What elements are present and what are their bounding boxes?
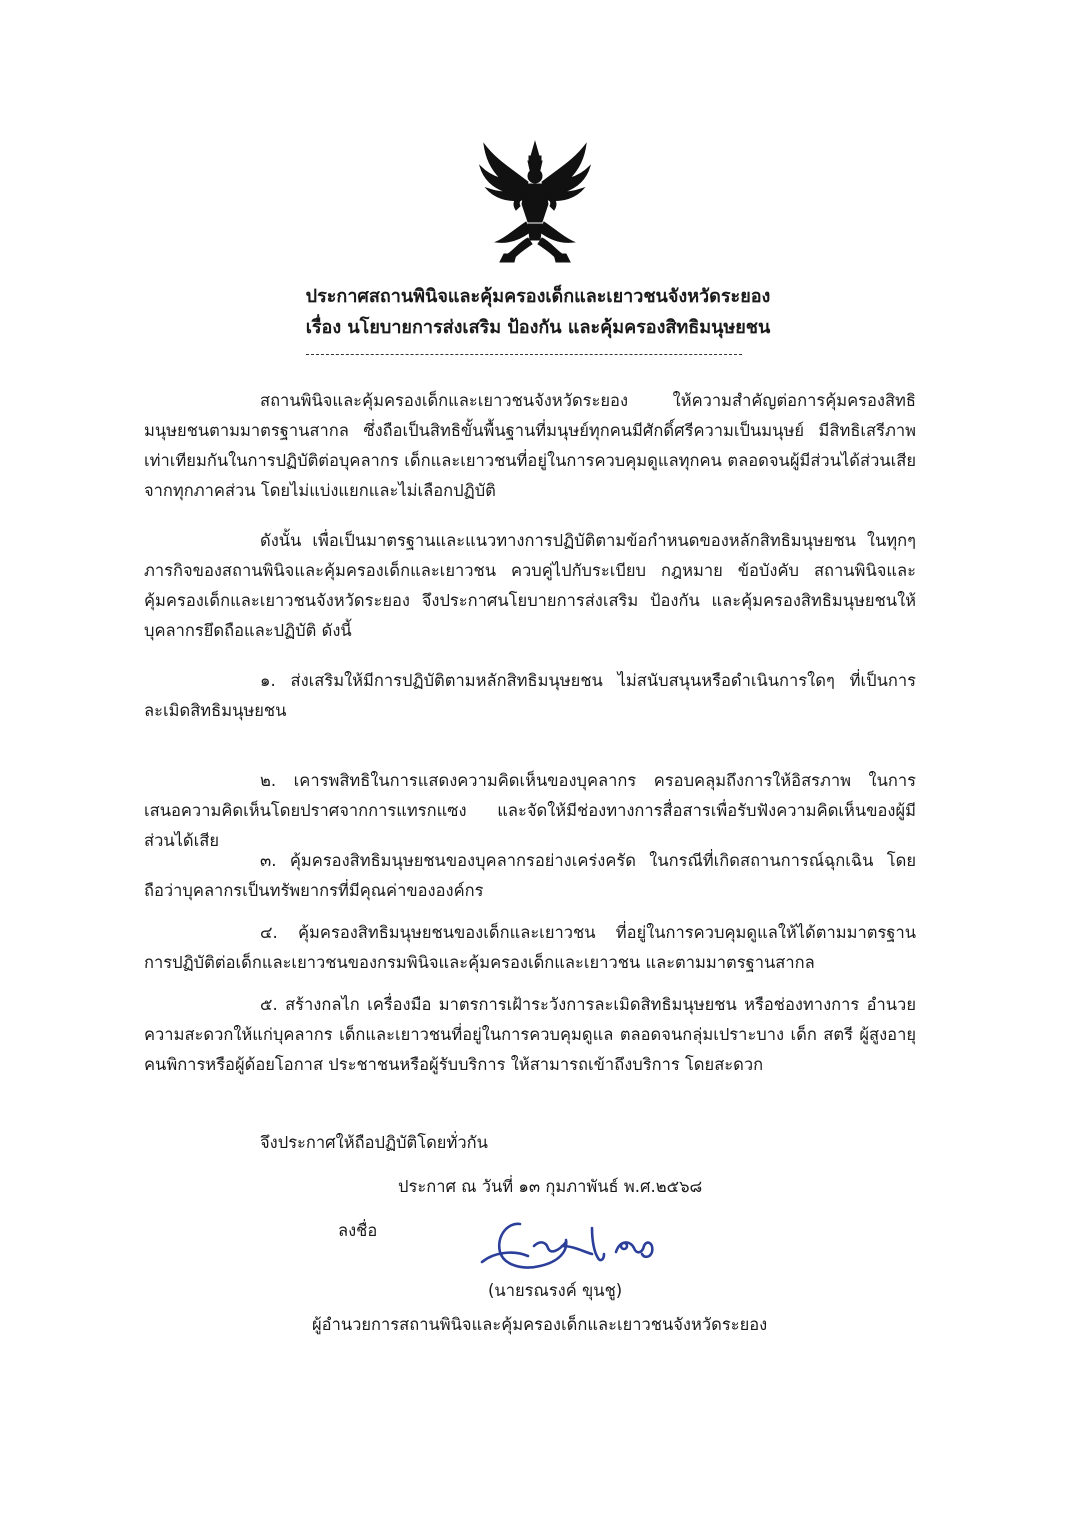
policy-item-4: ๔. คุ้มครองสิทธิมนุษยชนของเด็กและเยาวชน ที่อยู่ในการควบคุมดูแลให้ได้ตามมาตรฐาน การปฏิบัติต่อเด็กและเยาวชนของกรมพินิจและคุ้มครองเด็กและเยาวชน และตามมาตรฐานสากล bbox=[144, 923, 916, 972]
page-title: ประกาศสถานพินิจและคุ้มครองเด็กและเยาวชนจังหวัดระยอง bbox=[305, 286, 771, 307]
signer-title: ผู้อำนวยการสถานพินิจและคุ้มครองเด็กและเยาวชนจังหวัดระยอง bbox=[312, 1315, 768, 1334]
signer-name: (นายรณรงค์ ขุนชู) bbox=[488, 1281, 623, 1300]
policy-item-1: ๑. ส่งเสริมให้มีการปฏิบัติตามหลักสิทธิมนุษยชน ไม่สนับสนุนหรือดำเนินการใดๆ ที่เป็นการละเมิดสิทธิมนุษยชน bbox=[144, 671, 916, 720]
policy-item-3: ๓. คุ้มครองสิทธิมนุษยชนของบุคลากรอย่างเคร่งครัด ในกรณีที่เกิดสถานการณ์ฉุกเฉิน โดยถือว่าบุคลากรเป็นทรัพยากรที่มีคุณค่าขององค์กร bbox=[144, 851, 916, 900]
policy-item-5: ๕. สร้างกลไก เครื่องมือ มาตรการเฝ้าระวังการละเมิดสิทธิมนุษยชน หรือช่องทางการ อำนวยความสะดวกให้แก่บุคลากร เด็กและเยาวชนที่อยู่ในการควบคุมดูแล ตลอดจนกลุ่มเปราะบาง เด็ก สตรี ผู้สูงอายุ คนพิการหรือผู้ด้อยโอกาส ประชาชนหรือผู้รับบริการ ให้สามารถเข้าถึงบริการ โดยสะดวก bbox=[144, 995, 916, 1074]
handwritten-signature bbox=[474, 1212, 664, 1278]
title-divider bbox=[306, 354, 742, 355]
paragraph-policy-statement: ดังนั้น เพื่อเป็นมาตรฐานและแนวทางการปฏิบัติตามข้อกำหนดของหลักสิทธิมนุษยชน ในทุกๆ ภารกิจของสถานพินิจและคุ้มครองเด็กและเยาวชน ควบคู่ไปกับระเบียบ กฎหมาย ข้อบังคับ สถานพินิจและคุ้มครองเด็กและเยาวชนจังหวัดระยอง จึงประกาศนโยบายการส่งเสริม ป้องกัน และคุ้มครองสิทธิมนุษยชนให้บุคลากรยึดถือและปฏิบัติ ดังนี้ bbox=[144, 531, 916, 640]
page-subtitle: เรื่อง นโยบายการส่งเสริม ป้องกัน และคุ้มครองสิทธิมนุษยชน bbox=[305, 317, 771, 338]
closing-statement: จึงประกาศให้ถือปฏิบัติโดยทั่วกัน bbox=[260, 1133, 488, 1152]
policy-item-2: ๒. เคารพสิทธิในการแสดงความคิดเห็นของบุคลากร ครอบคลุมถึงการให้อิสรภาพ ในการเสนอความคิดเห็นโดยปราศจากการแทรกแซง และจัดให้มีช่องทางการสื่อสารเพื่อรับฟังความคิดเห็นของผู้มีส่วนได้เสีย bbox=[144, 771, 916, 850]
announcement-date: ประกาศ ณ วันที่ ๑๓ กุมภาพันธ์ พ.ศ.๒๕๖๘ bbox=[398, 1177, 703, 1196]
garuda-emblem-icon bbox=[470, 138, 600, 268]
paragraph-intro: สถานพินิจและคุ้มครองเด็กและเยาวชนจังหวัดระยอง ให้ความสำคัญต่อการคุ้มครองสิทธิมนุษยชนตามมาตรฐานสากล ซึ่งถือเป็นสิทธิขั้นพื้นฐานที่มนุษย์ทุกคนมีศักดิ์ศรีความเป็นมนุษย์ มีสิทธิเสรีภาพเท่าเทียมกันในการปฏิบัติต่อบุคลากร เด็กและเยาวชนที่อยู่ในการควบคุมดูแลทุกคน ตลอดจนผู้มีส่วนได้ส่วนเสียจากทุกภาคส่วน โดยไม่แบ่งแยกและไม่เลือกปฏิบัติ bbox=[144, 391, 916, 500]
signature-label: ลงชื่อ bbox=[338, 1221, 378, 1240]
